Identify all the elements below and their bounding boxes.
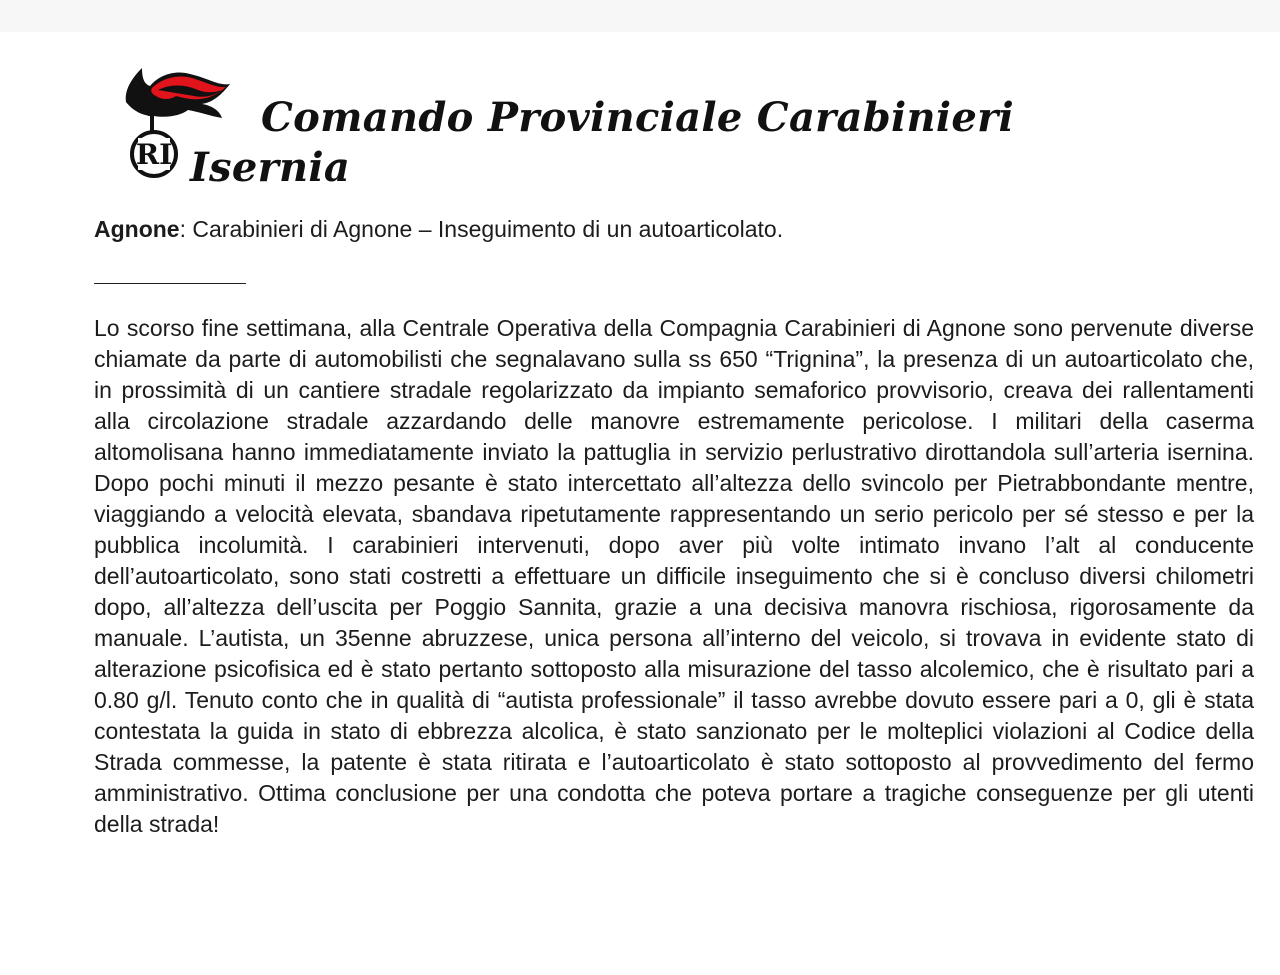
article-body: Lo scorso fine settimana, alla Centrale Operativa della Compagnia Carabinieri di Agnone sono pervenute diverse chiamate da parte di automobilisti che segnalavano sulla ss 650 “Trignina”, la presenza di un autoarticolato che, in prossimità di un cantiere stradale regolarizzato da impianto semaforico provvisorio, creava dei rallentamenti alla circolazione stradale azzardando delle manovre estremamente pericolose. I militari della caserma altomolisana hanno immediatamente inviato la pattuglia in servizio perlustrativo dirottandola sull’arteria isernina. Dopo pochi minuti il mezzo pesante è stato intercettato all’altezza dello svincolo per Pietrabbondante mentre, viaggiando a velocità elevata, sbandava ripetutamente rappresentando un serio pericolo per sé stesso e per la pubblica incolumità. I carabinieri intervenuti, dopo aver più volte intimato invano l’alt al conducente dell’autoarticolato, sono stati costretti a effettuare un difficile inseguimento che si è concluso diversi chilometri dopo, all’altezza dell’uscita per Poggio Sannita, grazie a una decisiva manovra rischiosa, rigorosamente da manuale. L’autista, un 35enne abruzzese, unica persona all’interno del veicolo, si trovava in evidente stato di alterazione psicofisica ed è stato pertanto sottoposto alla misurazione del tasso alcolemico, che è risultato pari a 0.80 g/l. Tenuto conto che in qualità di “autista professionale” il tasso avrebbe dovuto essere pari a 0, gli è stata contestata la guida in stato di ebbrezza alcolica, è stato sanzionato per le molteplici violazioni al Codice della Strada commesse, la patente è stata ritirata e l’autoarticolato è stato sottoposto al provvedimento del fermo amministrativo. Ottima conclusione per una condotta che poteva portare a tragiche conseguenze per gli utenti della strada! xyxy=(94,315,1254,837)
headline-place: Agnone xyxy=(94,216,180,242)
article-headline xyxy=(94,214,783,244)
headline-text: : Carabinieri di Agnone – Inseguimento di un autoarticolato. xyxy=(179,216,784,242)
letterhead-title: Comando Provinciale Carabinieri xyxy=(261,94,1015,141)
monogram-ri: RI xyxy=(135,138,173,171)
separator-rule xyxy=(94,283,246,284)
flame-stem-icon xyxy=(148,114,156,132)
letterhead xyxy=(118,60,1018,191)
top-band xyxy=(0,0,1280,32)
letterhead-subtitle: Isernia xyxy=(190,144,351,191)
document-page xyxy=(0,32,1280,975)
